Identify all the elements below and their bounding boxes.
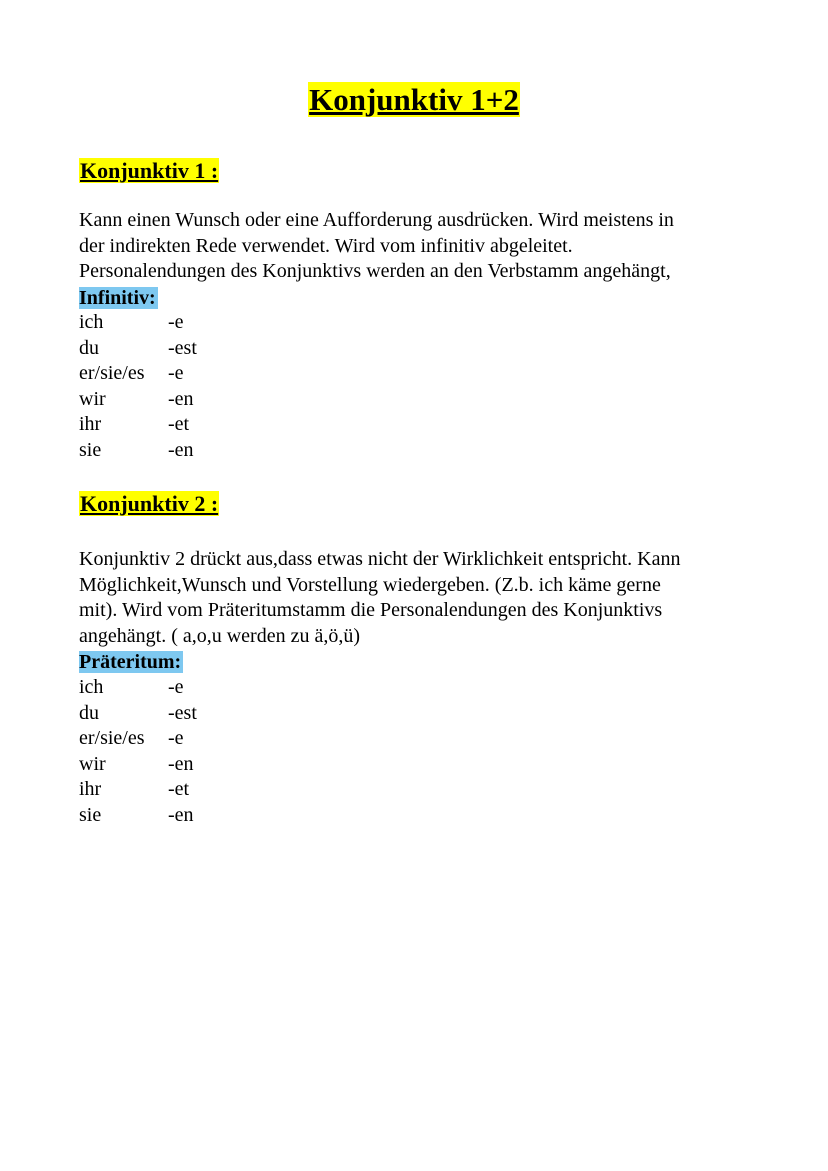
conjugation-pronoun: wir: [79, 387, 106, 410]
conjugation-pronoun: ihr: [79, 778, 102, 800]
conjugation-row: [79, 675, 279, 701]
section1-paragraph-line: der indirekten Rede verwendet. Wird vom infinitiv abgeleitet.: [79, 234, 573, 257]
section1-paragraph: [79, 208, 759, 285]
conjugation-pronoun: er/sie/es: [79, 727, 145, 749]
conjugation-pronoun: ich: [79, 676, 104, 698]
conjugation-row: [79, 412, 279, 438]
conjugation-row: [79, 336, 279, 362]
conjugation-ending: -en: [168, 752, 194, 775]
conjugation-ending: -en: [168, 387, 194, 410]
section1-heading-text: Konjunktiv 1 :: [80, 158, 219, 183]
section2-label-text: Präteritum:: [79, 651, 182, 673]
page-title: [0, 82, 828, 118]
section1-label: [79, 286, 158, 310]
section2-paragraph-line: angehängt. ( a,o,u werden zu ä,ö,ü): [79, 624, 360, 647]
section2-paragraph-line: Möglichkeit,Wunsch und Vorstellung wiedergeben. (Z.b. ich käme gerne: [79, 573, 661, 596]
conjugation-ending: -et: [168, 413, 190, 435]
conjugation-row: [79, 803, 279, 829]
conjugation-row: [79, 310, 279, 336]
conjugation-row: [79, 387, 279, 413]
conjugation-ending: -e: [168, 676, 184, 698]
section2-heading-text: Konjunktiv 2 :: [80, 491, 219, 516]
conjugation-pronoun: du: [79, 701, 99, 724]
conjugation-row: [79, 752, 279, 778]
conjugation-ending: -e: [168, 362, 184, 384]
conjugation-pronoun: sie: [79, 438, 102, 461]
conjugation-ending: -est: [168, 336, 197, 359]
conjugation-ending: -e: [168, 311, 184, 333]
section2-paragraph: [79, 547, 759, 649]
section1-conjugation-table: [79, 310, 279, 463]
section1-label-text: Infinitiv:: [79, 287, 156, 309]
section2-paragraph-line: Konjunktiv 2 drückt aus,dass etwas nicht der Wirklichkeit entspricht. Kann: [79, 548, 681, 570]
section1-paragraph-line: Kann einen Wunsch oder eine Aufforderung ausdrücken. Wird meistens in: [79, 209, 674, 231]
section1-heading: [79, 158, 219, 184]
conjugation-ending: -en: [168, 438, 194, 461]
conjugation-ending: -et: [168, 778, 190, 800]
section1-paragraph-line: Personalendungen des Konjunktivs werden an den Verbstamm angehängt,: [79, 260, 671, 282]
section2-paragraph-line: mit). Wird vom Präteritumstamm die Personalendungen des Konjunktivs: [79, 599, 663, 621]
conjugation-ending: -en: [168, 803, 194, 826]
section2-label: [79, 650, 183, 674]
section2-heading: [79, 491, 219, 517]
section2-conjugation-table: [79, 675, 279, 828]
conjugation-pronoun: ich: [79, 311, 104, 333]
conjugation-row: [79, 777, 279, 803]
conjugation-pronoun: du: [79, 336, 99, 359]
conjugation-row: [79, 361, 279, 387]
conjugation-row: [79, 701, 279, 727]
conjugation-ending: -e: [168, 727, 184, 749]
conjugation-row: [79, 726, 279, 752]
conjugation-row: [79, 438, 279, 464]
page-title-text: Konjunktiv 1+2: [309, 82, 519, 117]
conjugation-pronoun: wir: [79, 752, 106, 775]
conjugation-pronoun: ihr: [79, 413, 102, 435]
conjugation-ending: -est: [168, 701, 197, 724]
conjugation-pronoun: er/sie/es: [79, 362, 145, 384]
conjugation-pronoun: sie: [79, 803, 102, 826]
